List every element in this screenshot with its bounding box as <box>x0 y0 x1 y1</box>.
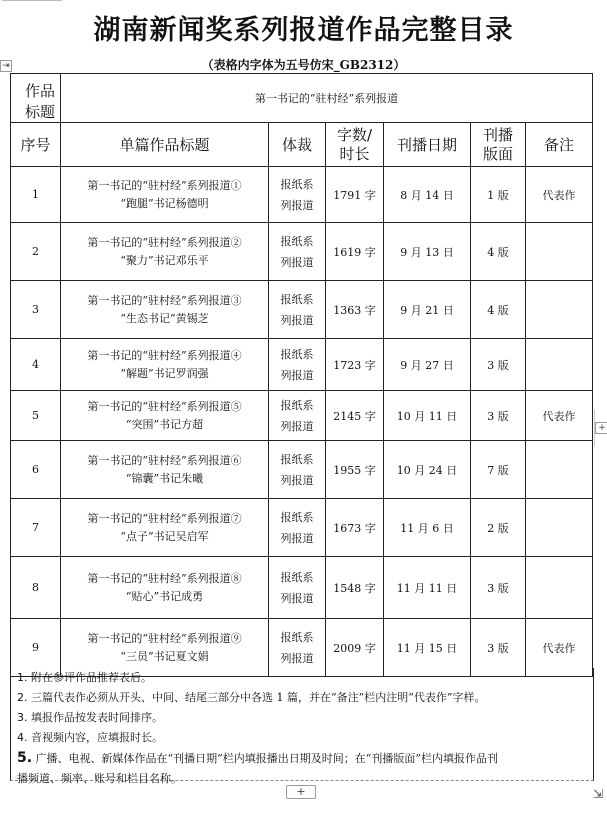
row-word-count[interactable]: 2009 字 <box>326 619 384 677</box>
row-genre-line1: 报纸系 <box>280 452 314 466</box>
row-title-line2: “锦囊”书记朱曦 <box>125 471 204 485</box>
header-page-line1: 刊播 <box>482 125 513 144</box>
row-word-count[interactable]: 1791 字 <box>326 167 384 223</box>
work-title-label: 作品标题 <box>11 74 61 123</box>
work-title-row <box>11 74 593 123</box>
header-genre: 体裁 <box>269 123 326 167</box>
row-page[interactable]: 3 版 <box>471 619 526 677</box>
row-title[interactable] <box>61 391 269 441</box>
row-title-line1: 第一书记的“驻村经”系列报道④ <box>87 348 242 362</box>
work-title-value[interactable]: 第一书记的“驻村经”系列报道 <box>61 74 593 123</box>
row-date[interactable]: 10 月 11 日 <box>384 391 471 441</box>
row-genre-line2: 列报道 <box>280 473 314 487</box>
table-row <box>11 339 593 391</box>
note-3 <box>11 708 593 728</box>
table-resize-handle[interactable]: ⇲ <box>593 787 604 801</box>
note-5-number: 5. <box>17 750 33 766</box>
row-genre[interactable] <box>269 339 326 391</box>
row-title-line2: “跑腿”书记杨德明 <box>120 196 209 210</box>
table-body <box>11 167 593 677</box>
header-word-count-line1: 字数/ <box>336 125 373 144</box>
row-seq[interactable]: 2 <box>11 223 61 281</box>
row-word-count[interactable]: 2145 字 <box>326 391 384 441</box>
row-title[interactable] <box>61 499 269 557</box>
row-remark[interactable]: 代表作 <box>526 619 593 677</box>
table-row <box>11 557 593 619</box>
row-genre-line2: 列报道 <box>280 255 314 269</box>
row-seq[interactable]: 8 <box>11 557 61 619</box>
row-date[interactable]: 11 月 6 日 <box>384 499 471 557</box>
row-genre-line1: 报纸系 <box>280 347 314 361</box>
row-genre-line1: 报纸系 <box>280 177 314 191</box>
row-title-line1: 第一书记的“驻村经”系列报道② <box>87 235 242 249</box>
row-remark[interactable]: 代表作 <box>526 391 593 441</box>
row-date[interactable]: 11 月 15 日 <box>384 619 471 677</box>
row-title[interactable] <box>61 557 269 619</box>
row-seq[interactable]: 1 <box>11 167 61 223</box>
note-4-number: 4. <box>17 731 28 744</box>
row-genre-line2: 列报道 <box>280 198 314 212</box>
row-genre-line1: 报纸系 <box>280 398 314 412</box>
row-title[interactable] <box>61 339 269 391</box>
table-row <box>11 499 593 557</box>
row-genre-line1: 报纸系 <box>280 510 314 524</box>
row-seq[interactable]: 4 <box>11 339 61 391</box>
row-genre-line2: 列报道 <box>280 591 314 605</box>
row-page[interactable]: 2 版 <box>471 499 526 557</box>
table-row <box>11 223 593 281</box>
works-table <box>10 73 593 677</box>
header-single-title: 单篇作品标题 <box>61 123 269 167</box>
row-genre-line2: 列报道 <box>280 419 314 433</box>
note-3-number: 3. <box>17 711 28 724</box>
row-page[interactable]: 4 版 <box>471 223 526 281</box>
note-5-text: 广播、电视、新媒体作品在“刊播日期”栏内填报播出日期及时间；在“刊播版面”栏内填报作品刊 <box>35 752 499 765</box>
note-5-continued-text: 播频道、频率、账号和栏目名称。 <box>17 772 182 785</box>
note-1 <box>11 668 593 688</box>
row-page[interactable]: 3 版 <box>471 391 526 441</box>
header-seq: 序号 <box>11 123 61 167</box>
row-date[interactable]: 8 月 14 日 <box>384 167 471 223</box>
note-4 <box>11 728 593 748</box>
row-title-line2: “点子”书记吴启军 <box>120 529 209 543</box>
table-row <box>11 167 593 223</box>
header-word-count-line2: 时长 <box>339 144 370 163</box>
row-date[interactable]: 9 月 21 日 <box>384 281 471 339</box>
row-page[interactable]: 7 版 <box>471 441 526 499</box>
row-remark[interactable] <box>526 223 593 281</box>
table-row <box>11 441 593 499</box>
note-2-text: 三篇代表作必须从开头、中间、结尾三部分中各选 1 篇，并在“备注”栏内注明“代表作”字样。 <box>31 691 486 704</box>
row-genre-line2: 列报道 <box>280 368 314 382</box>
row-page[interactable]: 4 版 <box>471 281 526 339</box>
note-1-number: 1. <box>17 671 28 684</box>
row-genre[interactable] <box>269 499 326 557</box>
row-title-line2: “生态书记”黄锡芝 <box>120 311 209 325</box>
row-seq[interactable]: 3 <box>11 281 61 339</box>
row-date[interactable]: 10 月 24 日 <box>384 441 471 499</box>
document-subtitle: （表格内字体为五号仿宋_GB2312） <box>201 58 406 72</box>
row-remark[interactable] <box>526 339 593 391</box>
header-remark: 备注 <box>526 123 593 167</box>
row-genre-line1: 报纸系 <box>280 570 314 584</box>
row-word-count[interactable]: 1619 字 <box>326 223 384 281</box>
row-word-count[interactable]: 1955 字 <box>326 441 384 499</box>
header-word-count <box>326 123 384 167</box>
table-row <box>11 391 593 441</box>
row-remark[interactable] <box>526 557 593 619</box>
row-title[interactable] <box>61 167 269 223</box>
row-word-count[interactable]: 1363 字 <box>326 281 384 339</box>
row-seq[interactable]: 5 <box>11 391 61 441</box>
row-genre[interactable] <box>269 167 326 223</box>
note-3-text: 填报作品按发表时间排序。 <box>31 711 163 724</box>
note-2-number: 2. <box>17 691 28 704</box>
row-page[interactable]: 3 版 <box>471 557 526 619</box>
row-genre-line1: 报纸系 <box>280 630 314 644</box>
row-title[interactable] <box>61 441 269 499</box>
row-date[interactable]: 9 月 27 日 <box>384 339 471 391</box>
row-genre[interactable] <box>269 223 326 281</box>
row-genre-line1: 报纸系 <box>280 292 314 306</box>
row-remark[interactable] <box>526 441 593 499</box>
row-seq[interactable]: 9 <box>11 619 61 677</box>
row-genre[interactable] <box>269 281 326 339</box>
row-title-line2: “突围”书记方超 <box>125 417 204 431</box>
row-date[interactable]: 11 月 11 日 <box>384 557 471 619</box>
row-genre-line2: 列报道 <box>280 651 314 665</box>
row-title-line1: 第一书记的“驻村经”系列报道⑤ <box>87 399 242 413</box>
table-select-handle[interactable]: ⇥ <box>0 60 12 72</box>
table-row <box>11 281 593 339</box>
document-title: 湖南新闻奖系列报道作品完整目录 <box>93 15 514 46</box>
note-4-text: 音视频内容，应填报时长。 <box>31 731 163 744</box>
page-top-margin-mark <box>2 0 62 5</box>
row-page[interactable]: 3 版 <box>471 339 526 391</box>
add-row-button[interactable]: + <box>286 785 316 799</box>
row-title-line2: “解题”书记罗润强 <box>120 366 209 380</box>
row-date[interactable]: 9 月 13 日 <box>384 223 471 281</box>
header-date: 刊播日期 <box>384 123 471 167</box>
row-genre-line2: 列报道 <box>280 313 314 327</box>
row-seq[interactable]: 6 <box>11 441 61 499</box>
row-title-line1: 第一书记的“驻村经”系列报道⑨ <box>87 631 242 645</box>
row-title[interactable] <box>61 223 269 281</box>
row-title-line2: “贴心”书记成勇 <box>125 589 204 603</box>
row-genre[interactable] <box>269 441 326 499</box>
row-word-count[interactable]: 1723 字 <box>326 339 384 391</box>
row-remark[interactable] <box>526 499 593 557</box>
row-word-count[interactable]: 1548 字 <box>326 557 384 619</box>
row-title-line2: “三员”书记夏文娟 <box>120 649 209 663</box>
row-title-line1: 第一书记的“驻村经”系列报道③ <box>87 293 242 307</box>
notes-section <box>10 668 594 785</box>
note-1-text: 附在参评作品推荐表后。 <box>31 671 152 684</box>
header-page-line2: 版面 <box>482 144 513 163</box>
row-genre[interactable] <box>269 557 326 619</box>
header-page <box>471 123 526 167</box>
row-remark[interactable]: 代表作 <box>526 167 593 223</box>
row-title-line1: 第一书记的“驻村经”系列报道⑧ <box>87 571 242 585</box>
header-row <box>11 123 593 167</box>
row-genre-line1: 报纸系 <box>280 234 314 248</box>
row-seq[interactable]: 7 <box>11 499 61 557</box>
row-genre-line2: 列报道 <box>280 531 314 545</box>
row-page[interactable]: 1 版 <box>471 167 526 223</box>
row-title[interactable] <box>61 281 269 339</box>
note-5 <box>11 748 593 769</box>
row-word-count[interactable]: 1673 字 <box>326 499 384 557</box>
note-2 <box>11 688 593 708</box>
row-title-line1: 第一书记的“驻村经”系列报道⑦ <box>87 511 242 525</box>
row-remark[interactable] <box>526 281 593 339</box>
row-title-line1: 第一书记的“驻村经”系列报道① <box>87 178 242 192</box>
row-genre[interactable] <box>269 391 326 441</box>
row-title-line1: 第一书记的“驻村经”系列报道⑥ <box>87 453 242 467</box>
row-title-line2: “聚力”书记邓乐平 <box>120 253 209 267</box>
add-column-button[interactable]: + <box>595 422 607 434</box>
